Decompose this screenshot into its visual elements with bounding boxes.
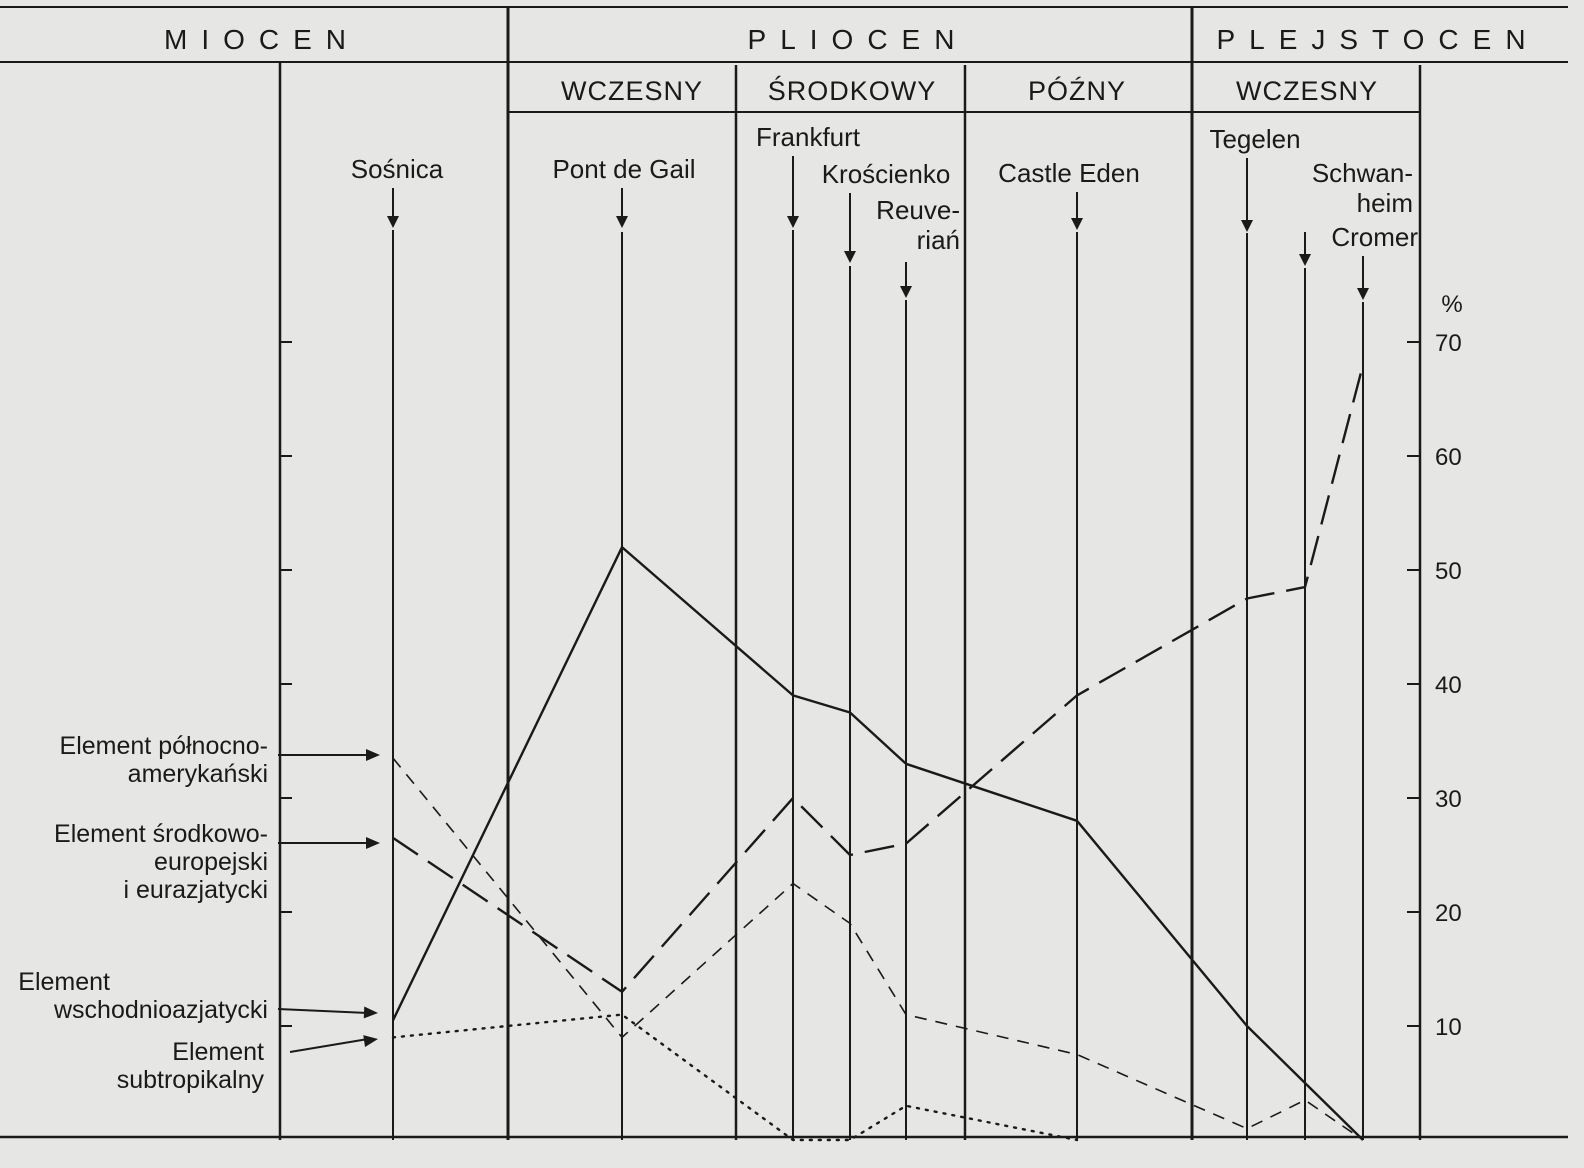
- series-line: [393, 547, 1363, 1140]
- site-arrow-head: [387, 216, 399, 228]
- legend-arrow-head: [366, 837, 380, 849]
- y-tick-label: 30: [1435, 786, 1462, 813]
- epoch-label: PLEJSTOCEN: [1216, 24, 1540, 55]
- y-unit-label: %: [1441, 291, 1463, 318]
- series-line: [393, 758, 1363, 1140]
- site-arrow-head: [1071, 218, 1083, 230]
- legend-arrow-shaft: [278, 1009, 368, 1013]
- series-line: [393, 365, 1363, 992]
- legend-label: Element wschodnioazjatycki: [18, 968, 268, 1024]
- site-label: Cromer: [1331, 222, 1418, 252]
- subperiod-label: WCZESNY: [1236, 76, 1378, 106]
- site-label: Sośnica: [350, 154, 444, 184]
- epoch-label: MIOCEN: [164, 24, 360, 55]
- y-tick-label: 50: [1435, 558, 1462, 585]
- site-label: Pont de Gail: [552, 154, 696, 184]
- site-label: Schwan-heim: [1311, 158, 1413, 218]
- legend-label: Element subtropikalny: [116, 1038, 264, 1094]
- y-tick-label: 70: [1435, 330, 1462, 357]
- legend-arrow-head: [363, 1035, 378, 1047]
- legend-arrow-head: [364, 1006, 378, 1018]
- y-tick-label: 20: [1435, 900, 1462, 927]
- subperiod-label: PÓŹNY: [1027, 76, 1127, 106]
- site-label: Reuve-riań: [876, 195, 960, 255]
- legend-label: Element północno-amerykański: [59, 732, 268, 788]
- subperiod-label: WCZESNY: [561, 76, 703, 106]
- site-label: Castle Eden: [998, 158, 1140, 188]
- site-label: Tegelen: [1209, 124, 1301, 154]
- site-arrow-head: [616, 216, 628, 228]
- y-tick-label: 60: [1435, 444, 1462, 471]
- site-arrow-head: [900, 286, 912, 298]
- site-arrow-head: [1357, 288, 1369, 300]
- legend-arrow-shaft: [290, 1039, 368, 1052]
- legend-arrow-head: [366, 749, 380, 761]
- epoch-label: PLIOCEN: [747, 24, 969, 55]
- site-arrow-head: [787, 216, 799, 228]
- subperiod-label: ŚRODKOWY: [767, 76, 937, 106]
- y-tick-label: 10: [1435, 1014, 1462, 1041]
- site-arrow-head: [844, 251, 856, 263]
- site-label: Frankfurt: [755, 122, 861, 152]
- site-arrow-head: [1299, 254, 1311, 266]
- site-arrow-head: [1241, 220, 1253, 232]
- y-tick-label: 40: [1435, 672, 1462, 699]
- site-label: Krościenko: [821, 159, 951, 189]
- legend-label: Element środkowo-europejski i eurazjatycki: [54, 820, 268, 904]
